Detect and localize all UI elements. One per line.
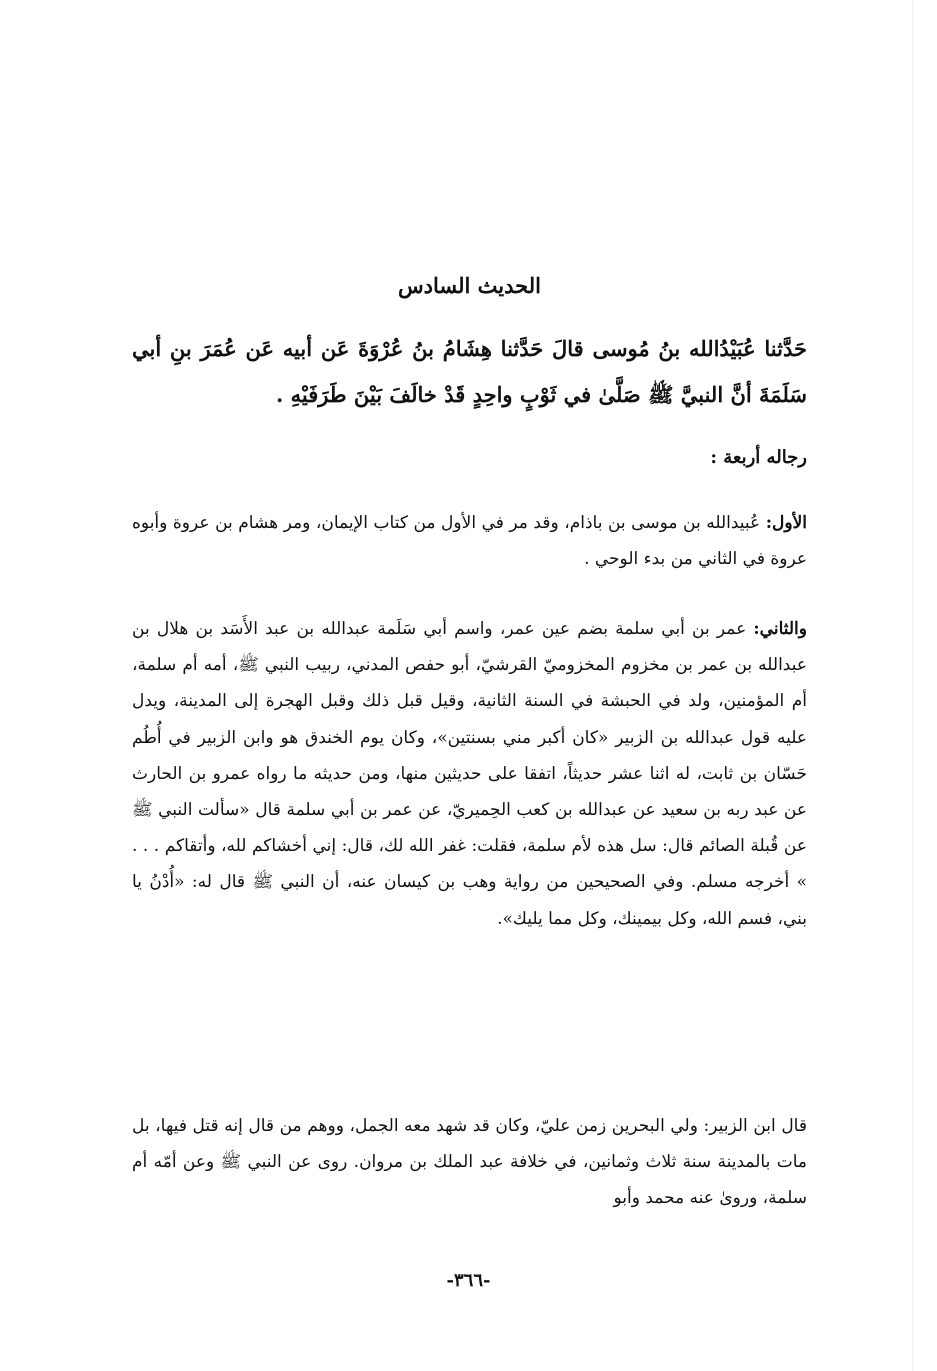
- paragraph-lead-first: الأول:: [765, 513, 807, 533]
- narrator-paragraph-third: قال ابن الزبير: ولي البحرين زمن عليّ، وكان قد شهد معه الجمل، ووهم من قال إنه قتل فيها، بل مات بالمدينة سنة ثلاث وثمانين، في خلافة عبد الملك بن مروان. روى عن النبي ﷺ وعن أمّه أم سلمة، وروىٰ عنه محمد وأبو: [132, 1116, 807, 1209]
- chapter-heading: الحديث السادس: [398, 273, 541, 298]
- hadith-text: حَدَّثنا عُبَيْدُالله بنُ مُوسى قالَ حَدَّثنا هِشَامُ بنُ عُرْوَةَ عَن أبيه عَن عُمَرَ بنِ أبي سَلَمَةَ أنَّ النبيَّ ﷺ صَلَّىٰ في ثَوْبٍ واحِدٍ قَدْ خالَفَ بَيْنَ طَرَفَيْهِ .: [132, 336, 807, 407]
- narrator-paragraph-second: [132, 611, 807, 937]
- paragraph-body-first: عُبيدالله بن موسى بن باذام، وقد مر في الأول من كتاب الإيمان، ومر هشام بن عروة وأبوه عروة في الثاني من بدء الوحي .: [132, 513, 807, 570]
- page-number: -٣٦٦-: [446, 1270, 491, 1291]
- paragraph-lead-second: والثاني:: [753, 619, 807, 639]
- narrators-heading: رجاله أربعة :: [710, 447, 807, 468]
- paragraph-body-second: عمر بن أبي سلمة بضم عين عمر، واسم أبي سَلَمة عبدالله بن عبد الأَسَد بن هلال بن عبدالله بن عمر بن مخزوم المخزوميّ القرشيّ، أبو حفص المدني، ربيب النبي ﷺ، أمه أم سلمة، أم المؤمنين، ولد في الحبشة في السنة الثانية، وقيل قبل ذلك وقبل الهجرة إلى المدينة، ويدل عليه قول عبدالله بن الزبير «كان أكبر مني بسنتين»، وكان يوم الخندق هو وابن الزبير في أُطُم حَسّان بن ثابت، له اثنا عشر حديثاً، اتفقا على حديثين منها، ومن حديثه ما رواه عمرو بن الحارث عن عبد ربه بن سعيد عن عبدالله بن كعب الحِميريّ، عن عمر بن أبي سلمة قال «سألت النبي ﷺ عن قُبلة الصائم قال: سل هذه لأم سلمة، فقلت: غفر الله لك، قال: إني أخشاكم لله، وأتقاكم . . . » أخرجه مسلم. وفي الصحيحين من رواية وهب بن كيسان عنه، أن النبي ﷺ قال له: «أُدْنُ يا بني، فسم الله، وكل بيمينك، وكل مما يليك».: [132, 619, 807, 929]
- page-edge-line: [912, 0, 913, 1371]
- narrator-paragraph-first: [132, 505, 807, 577]
